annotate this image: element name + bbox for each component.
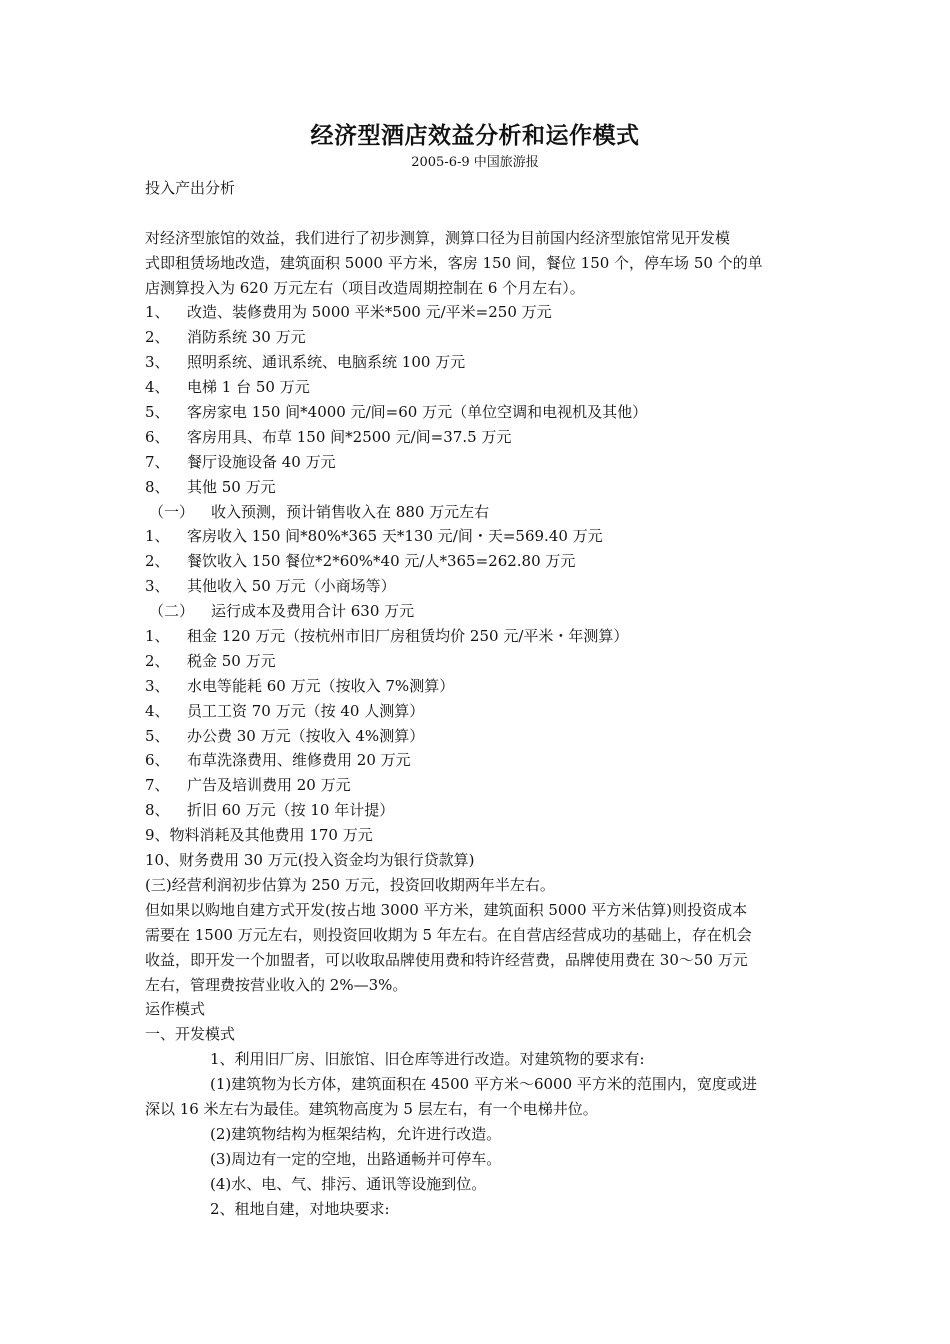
item-text: 餐饮收入 150 餐位*2*60%*40 元/人*365=262.80 万元: [187, 552, 576, 571]
item-text: 布草洗涤费用、维修费用 20 万元: [187, 751, 411, 770]
investment-item: [145, 325, 805, 350]
investment-item: [145, 475, 805, 500]
cost-item: [145, 699, 805, 724]
document-body: [145, 176, 805, 1221]
requirement-item: (1)建筑物为长方体，建筑面积在 4500 平方米～6000 平方米的范围内，宽度或进: [210, 1075, 757, 1094]
item-number: 2、: [145, 651, 170, 670]
cost-item: [145, 649, 805, 674]
investment-item: [145, 450, 805, 475]
cost-item: 10、财务费用 30 万元(投入资金均为银行贷款算): [145, 851, 475, 870]
item-text: 客房用具、布草 150 间*2500 元/间=37.5 万元: [187, 427, 512, 446]
item-text: 租金 120 万元（按杭州市旧厂房租赁均价 250 元/平米・年测算）: [187, 627, 629, 646]
investment-item: [145, 350, 805, 375]
cost-item: [145, 674, 805, 699]
heading-number: （二）: [149, 602, 195, 621]
item-number: 3、: [145, 577, 170, 596]
revenue-item: [145, 574, 805, 599]
item-text: 广告及培训费用 20 万元: [187, 776, 351, 795]
item-text: 员工工资 70 万元（按 40 人测算）: [187, 701, 425, 720]
investment-item: [145, 425, 805, 450]
cost-item: [145, 748, 805, 773]
item-text: 电梯 1 台 50 万元: [187, 378, 310, 397]
cost-item: [145, 773, 805, 798]
blank-line: [145, 201, 805, 226]
item-number: 6、: [145, 427, 170, 446]
section-heading-operation: 运作模式: [145, 1000, 206, 1019]
dev-item: 2、租地自建，对地块要求:: [210, 1199, 390, 1218]
requirement-item: (3)周边有一定的空地，出路通畅并可停车。: [210, 1149, 502, 1168]
requirement-item: (4)水、电、气、排污、通讯等设施到位。: [210, 1174, 487, 1193]
item-number: 4、: [145, 701, 170, 720]
item-number: 2、: [145, 552, 170, 571]
cost-item: [145, 798, 805, 823]
item-text: 客房家电 150 间*4000 元/间=60 万元（单位空调和电视机及其他）: [187, 403, 648, 422]
item-number: 5、: [145, 403, 170, 422]
revenue-heading: [145, 500, 805, 525]
item-number: 7、: [145, 776, 170, 795]
item-number: 7、: [145, 452, 170, 471]
revenue-item: [145, 524, 805, 549]
intro-line: 对经济型旅馆的效益，我们进行了初步测算，测算口径为目前国内经济型旅馆常见开发模: [145, 228, 731, 247]
heading-text: 运行成本及费用合计 630 万元: [211, 602, 415, 621]
item-text: 餐厅设施设备 40 万元: [187, 452, 336, 471]
item-number: 8、: [145, 477, 170, 496]
item-text: 办公费 30 万元（按收入 4%测算）: [187, 726, 425, 745]
item-number: 5、: [145, 726, 170, 745]
item-text: 改造、装修费用为 5000 平米*500 元/平米=250 万元: [187, 303, 552, 322]
document-source: 2005-6-9 中国旅游报: [411, 155, 539, 170]
dev-mode-heading: 一、开发模式: [145, 1025, 236, 1044]
item-number: 1、: [145, 303, 170, 322]
item-number: 2、: [145, 328, 170, 347]
investment-item: [145, 300, 805, 325]
cost-heading: [145, 599, 805, 624]
item-number: 1、: [145, 627, 170, 646]
item-text: 水电等能耗 60 万元（按收入 7%测算）: [187, 676, 455, 695]
item-number: 3、: [145, 676, 170, 695]
item-number: 6、: [145, 751, 170, 770]
alt-paragraph-line: 但如果以购地自建方式开发(按占地 3000 平方米，建筑面积 5000 平方米估算)则投资成本: [145, 900, 748, 919]
item-text: 其他 50 万元: [187, 477, 276, 496]
document-title: 经济型酒店效益分析和运作模式: [310, 122, 640, 149]
cost-item: [145, 724, 805, 749]
item-text: 消防系统 30 万元: [187, 328, 306, 347]
item-number: 1、: [145, 527, 170, 546]
cost-item: 9、物料消耗及其他费用 170 万元: [145, 826, 373, 845]
section-heading-investment: 投入产出分析: [145, 179, 236, 197]
item-number: 8、: [145, 801, 170, 820]
item-text: 折旧 60 万元（按 10 年计提）: [187, 801, 395, 820]
alt-paragraph-line: 收益，即开发一个加盟者，可以收取品牌使用费和特许经营费，品牌使用费在 30～50 万元: [145, 950, 748, 969]
intro-line: 式即租赁场地改造，建筑面积 5000 平方米，客房 150 间，餐位 150 个，停车场 50 个的单: [145, 253, 763, 272]
alt-paragraph-line: 左右，管理费按营业收入的 2%—3%。: [145, 975, 408, 994]
item-text: 客房收入 150 间*80%*365 天*130 元/间・天=569.40 万元: [187, 527, 603, 546]
intro-line: 店测算投入为 620 万元左右（项目改造周期控制在 6 个月左右）。: [145, 278, 585, 297]
requirement-item: (2)建筑物结构为框架结构，允许进行改造。: [210, 1124, 502, 1143]
item-text: 税金 50 万元: [187, 651, 276, 670]
item-text: 其他收入 50 万元（小商场等）: [187, 577, 396, 596]
item-text: 照明系统、通讯系统、电脑系统 100 万元: [187, 353, 466, 372]
investment-item: [145, 375, 805, 400]
requirement-item-continued: 深以 16 米左右为最佳。建筑物高度为 5 层左右，有一个电梯井位。: [145, 1099, 598, 1118]
cost-item: [145, 624, 805, 649]
heading-number: （一）: [149, 502, 195, 521]
investment-item: [145, 400, 805, 425]
revenue-item: [145, 549, 805, 574]
alt-paragraph-line: 需要在 1500 万元左右，则投资回收期为 5 年左右。在自营店经营成功的基础上，存在机会: [145, 925, 752, 944]
item-number: 3、: [145, 353, 170, 372]
profit-line: (三)经营利润初步估算为 250 万元，投资回收期两年半左右。: [145, 875, 555, 894]
heading-text: 收入预测，预计销售收入在 880 万元左右: [211, 502, 490, 521]
item-number: 4、: [145, 378, 170, 397]
dev-item: 1、利用旧厂房、旧旅馆、旧仓库等进行改造。对建筑物的要求有:: [210, 1050, 645, 1069]
